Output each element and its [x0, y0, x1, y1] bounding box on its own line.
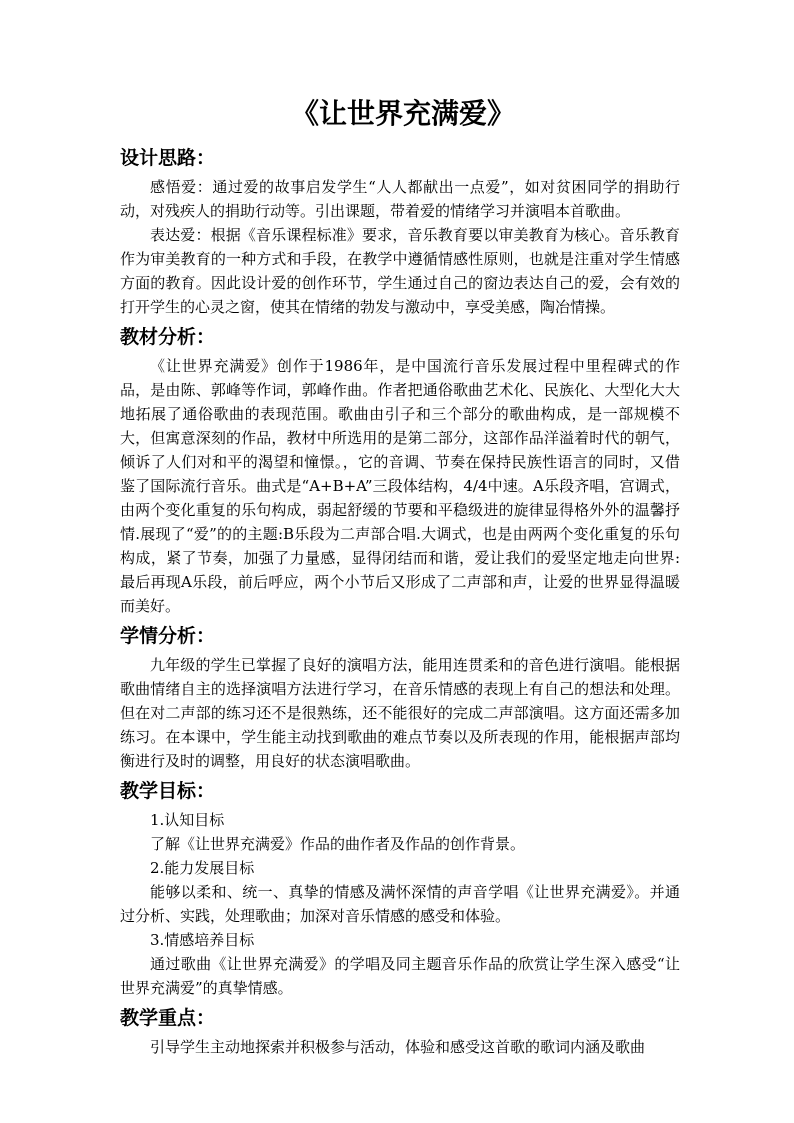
goal-text-1: 了解《让世界充满爱》作品的曲作者及作品的创作背景。: [150, 835, 526, 853]
goal-label-2: 2.能力发展目标: [150, 859, 255, 877]
section-heading-focus: 教学重点：: [120, 1007, 216, 1029]
paragraph-design-1: 感悟爱：通过爱的故事启发学生“人人都献出一点爱”，如对贫困同学的捐助行动，对残疾人的捐助行动等。引出课题，带着爱的情绪学习并演唱本首歌曲。: [120, 178, 680, 220]
section-heading-material: 教材分析：: [120, 326, 216, 348]
paragraph-students-1: 九年级的学生已掌握了良好的演唱方法，能用连贯柔和的音色进行演唱。能根据歌曲情绪自主的选择演唱方法进行学习，在音乐情感的表现上有自己的想法和处理。但在对二声部的练习还不是很熟练，还不能很好的完成二声部演唱。这方面还需多加练习。在本课中，学生能主动找到歌曲的难点节奏以及所表现的作用，能根据声部均衡进行及时的调整，用良好的状态演唱歌曲。: [120, 656, 680, 770]
document-page: [120, 88, 680, 1059]
section-heading-design: 设计思路：: [120, 147, 216, 169]
section-heading-students: 学情分析：: [120, 625, 216, 647]
goal-label-3: 3.情感培养目标: [150, 931, 255, 949]
goal-label-1: 1.认知目标: [150, 811, 225, 829]
paragraph-design-2: 表达爱：根据《音乐课程标准》要求，音乐教育要以审美教育为核心。音乐教育作为审美教育的一种方式和手段，在教学中遵循情感性原则，也就是注重对学生情感方面的教育。因此设计爱的创作环节，学生通过自己的窗边表达自己的爱，会有效的打开学生的心灵之窗，使其在情绪的勃发与激动中，享受美感，陶冶情操。: [120, 226, 680, 316]
section-heading-goals: 教学目标：: [120, 780, 216, 802]
goal-text-2: 能够以柔和、统一、真挚的情感及满怀深情的声音学唱《让世界充满爱》。并通过分析、实践，处理歌曲；加深对音乐情感的感受和体验。: [120, 883, 680, 925]
goal-text-3: 通过歌曲《让世界充满爱》的学唱及同主题音乐作品的欣赏让学生深入感受“让世界充满爱”的真挚情感。: [120, 955, 680, 997]
paragraph-focus-1: 引导学生主动地探索并积极参与活动，体验和感受这首歌的歌词内涵及歌曲: [150, 1038, 646, 1056]
paragraph-material-1: 《让世界充满爱》创作于1986年，是中国流行音乐发展过程中里程碑式的作品，是由陈、郭峰等作词，郭峰作曲。作者把通俗歌曲艺术化、民族化、大型化大大地拓展了通俗歌曲的表现范围。歌曲由引子和三个部分的歌曲构成，是一部规模不大，但寓意深刻的作品，教材中所选用的是第二部分，这部作品洋溢着时代的朝气，倾诉了人们对和平的渴望和憧憬。，它的音调、节奏在保持民族性语言的同时，又借鉴了国际流行音乐。曲式是“A+B+A”三段体结构，4/4中速。A乐段齐唱，宫调式，由两个变化重复的乐句构成，弱起舒缓的节要和平稳级进的旋律显得格外外的温馨抒情.展现了“爱”的的主题:B乐段为二声部合唱.大调式，也是由两两个变化重复的乐句构成，紧了节奏，加强了力量感，显得闭结而和谐，爱让我们的爱坚定地走向世界:最后再现A乐段，前后呼应，两个小节后又形成了二声部和声，让爱的世界显得温暖而美好。: [120, 357, 680, 615]
document-title: 《让世界充满爱》: [290, 97, 515, 130]
